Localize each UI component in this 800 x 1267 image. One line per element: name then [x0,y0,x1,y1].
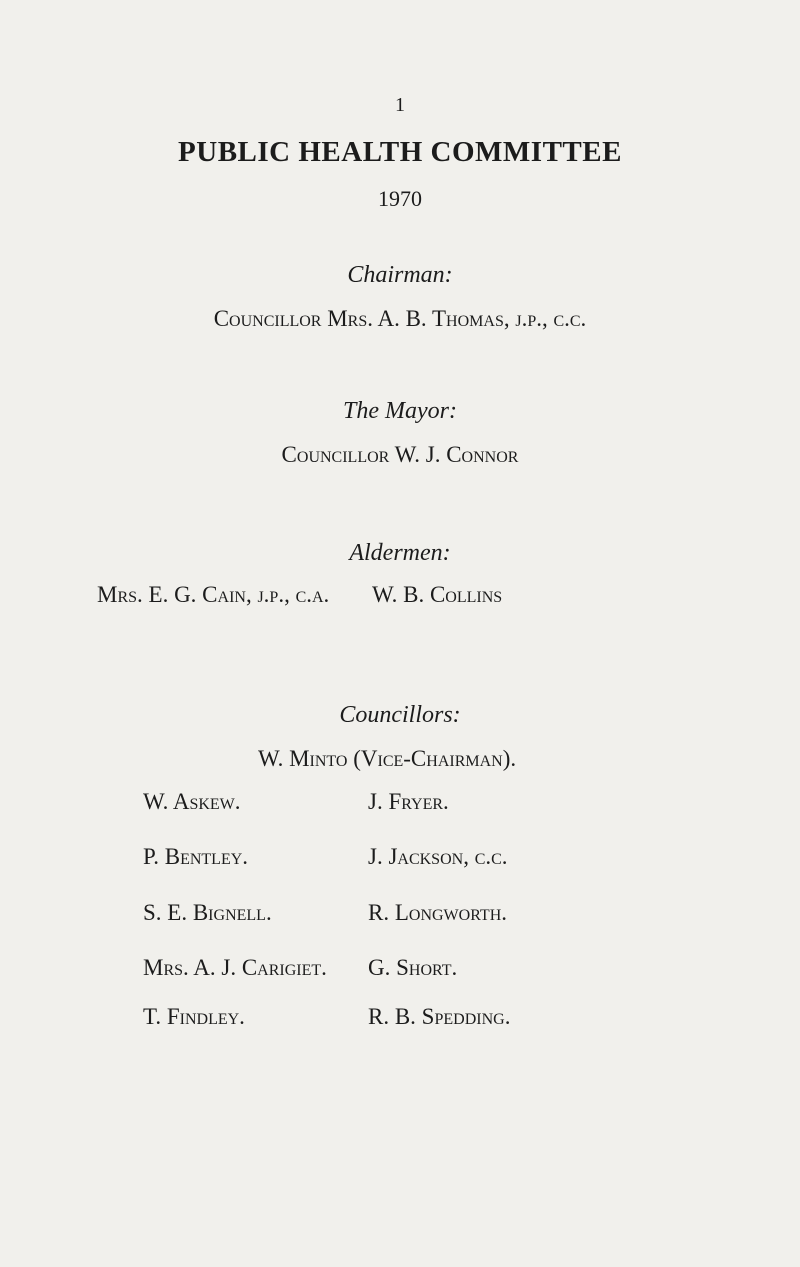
councillor-name: J. Fryer. [368,789,449,814]
councillor-name: J. Jackson, c.c. [368,844,508,869]
mayor-name: Councillor W. J. Connor [281,442,519,467]
councillor-name: P. Bentley. [143,844,249,869]
councillor-name: T. Findley. [143,1004,245,1029]
councillor-name: S. E. Bignell. [143,900,272,925]
councillor-name: Mrs. A. J. Carigiet. [143,955,327,980]
vice-chairman-name: W. Minto (Vice-Chairman). [258,746,517,771]
mayor-label: The Mayor: [343,398,457,424]
chairman-label: Chairman: [347,262,453,288]
aldermen-label: Aldermen: [349,540,451,566]
alderman-name: W. B. Collins [372,582,503,607]
page-number: 1 [395,94,405,116]
councillors-label: Councillors: [339,702,461,728]
councillor-name: G. Short. [368,955,458,980]
chairman-name: Councillor Mrs. A. B. Thomas, j.p., c.c. [213,306,587,331]
councillor-name: R. Longworth. [368,900,507,925]
year: 1970 [378,186,422,211]
alderman-name: Mrs. E. G. Cain, j.p., c.a. [97,582,330,607]
councillor-name: W. Askew. [143,789,241,814]
page-title: PUBLIC HEALTH COMMITTEE [178,136,622,168]
councillor-name: R. B. Spedding. [368,1004,511,1029]
